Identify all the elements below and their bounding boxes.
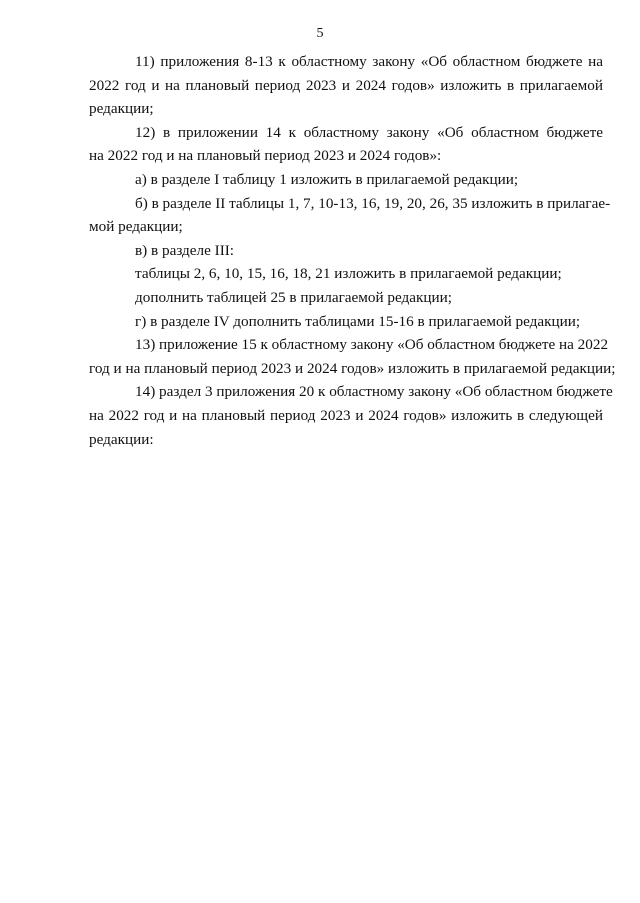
text-line: 12) в приложении 14 к областному закону «Об областном бюджете — [135, 123, 603, 141]
text-line: 2022 год и на плановый период 2023 и 2024 годов» изложить в прилагаемой — [89, 76, 603, 94]
page-number: 5 — [316, 26, 324, 41]
text-line: г) в разделе IV дополнить таблицами 15-16 в прилагаемой редакции; — [135, 312, 581, 330]
text-line: в) в разделе III: — [135, 241, 235, 259]
text-line: таблицы 2, 6, 10, 15, 16, 18, 21 изложить в прилагаемой редакции; — [135, 265, 562, 283]
text-line: б) в разделе II таблицы 1, 7, 10-13, 16, 19, 20, 26, 35 изложить в прилагае- — [135, 194, 611, 212]
text-line: 14) раздел 3 приложения 20 к областному закону «Об областном бюджете — [135, 383, 613, 401]
text-line: год и на плановый период 2023 и 2024 годов» изложить в прилагаемой редакции; — [89, 359, 616, 377]
document-body — [89, 50, 616, 451]
text-line: 13) приложение 15 к областному закону «Об областном бюджете на 2022 — [135, 336, 609, 354]
text-line: дополнить таблицей 25 в прилагаемой редакции; — [135, 288, 452, 306]
text-line: на 2022 год и на плановый период 2023 и 2024 годов» изложить в следующей — [89, 406, 603, 424]
text-line: а) в разделе I таблицу 1 изложить в прилагаемой редакции; — [135, 170, 519, 188]
text-line: 11) приложения 8-13 к областному закону «Об областном бюджете на — [135, 53, 603, 70]
text-line: на 2022 год и на плановый период 2023 и 2024 годов»: — [89, 147, 442, 165]
text-line: редакции; — [89, 100, 154, 118]
text-line: мой редакции; — [89, 218, 183, 236]
text-line: редакции: — [89, 430, 154, 448]
